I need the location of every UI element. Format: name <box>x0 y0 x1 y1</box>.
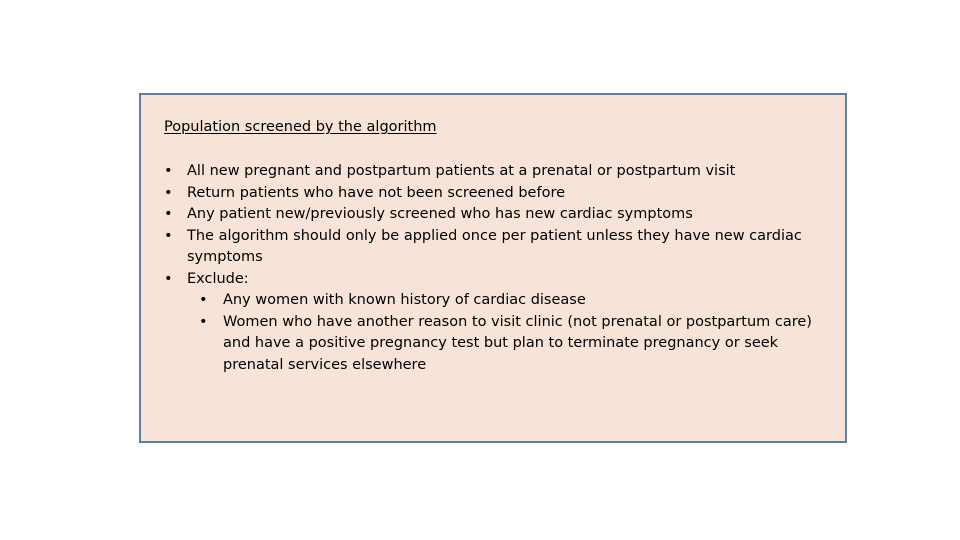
list-item <box>164 161 824 183</box>
exclude-list <box>187 290 824 376</box>
exclude-item <box>164 269 824 377</box>
list-item-text: Any patient new/previously screened who has new cardiac symptoms <box>187 206 693 222</box>
content-box <box>139 93 847 443</box>
bullet-icon: • <box>164 163 173 179</box>
list-item-text: Return patients who have not been screened before <box>187 184 566 201</box>
bullet-icon: • <box>164 270 173 287</box>
bullet-icon: • <box>164 227 173 244</box>
box-title: Population screened by the algorithm <box>164 119 437 135</box>
list-item <box>164 226 824 269</box>
bullet-icon: • <box>164 184 173 201</box>
exclude-label: Exclude: <box>187 270 249 287</box>
sub-list-item <box>187 312 824 377</box>
bullet-icon: • <box>199 292 208 308</box>
sub-list-item-text: Women who have another reason to visit clinic (not prenatal or postpartum care) and have a positive pregnancy test but plan to terminate pregnancy or seek prenatal services elsewhere <box>223 313 812 373</box>
bullet-icon: • <box>199 313 208 330</box>
sub-list-item <box>187 290 824 312</box>
list-item-text: All new pregnant and postpartum patients at a prenatal or postpartum visit <box>187 163 736 179</box>
sub-list-item-text: Any women with known history of cardiac disease <box>223 292 586 308</box>
bullet-icon: • <box>164 206 173 222</box>
criteria-list <box>164 161 824 376</box>
list-item <box>164 204 824 226</box>
list-item-text: The algorithm should only be applied once per patient unless they have new cardiac symptoms <box>187 227 802 265</box>
list-item <box>164 183 824 205</box>
